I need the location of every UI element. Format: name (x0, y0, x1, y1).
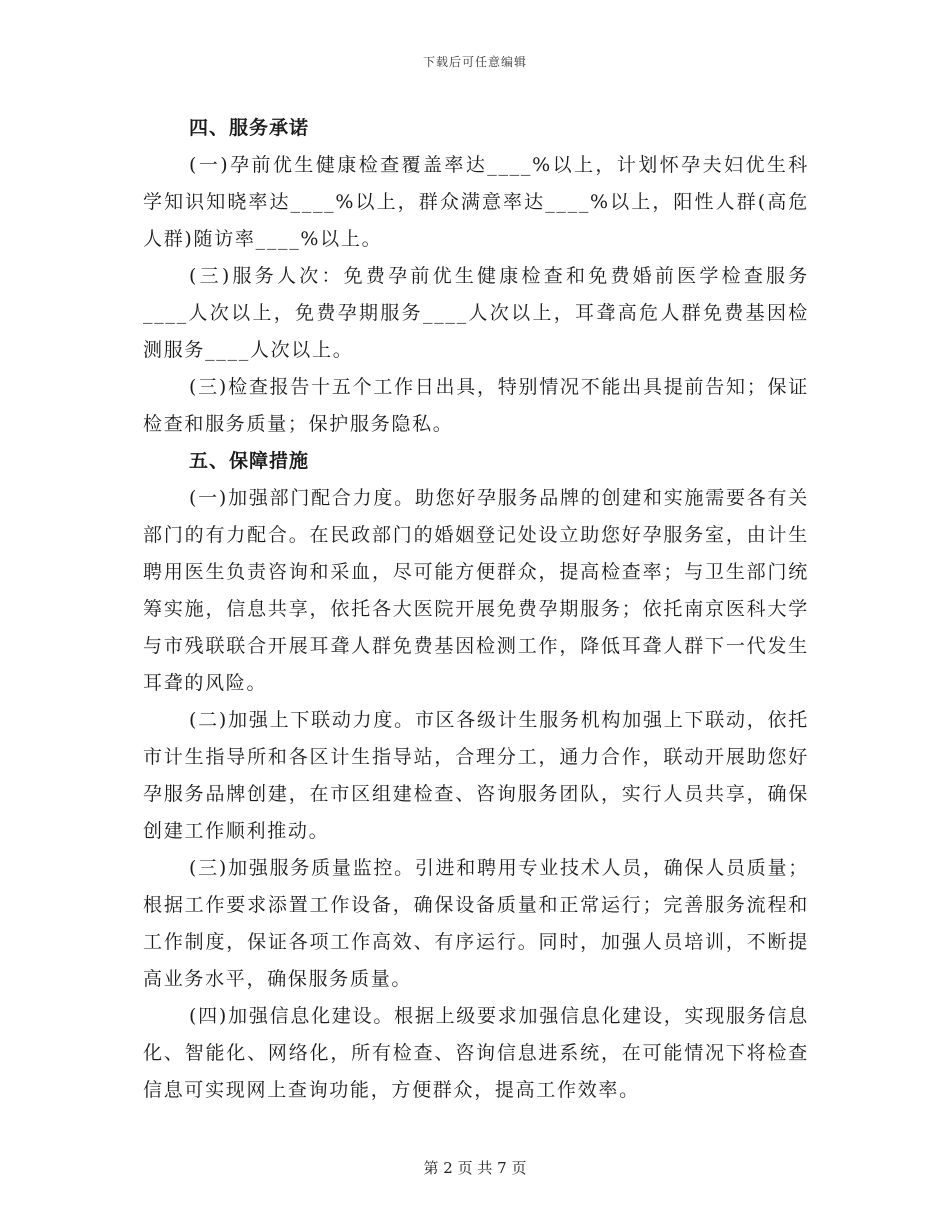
paragraph: (一)加强部门配合力度。助您好孕服务品牌的创建和实施需要各有关部门的有力配合。在民政部门的婚姻登记处设立助您好孕服务室，由计生聘用医生负责咨询和采血，尽可能方便群众，提高检查率；与卫生部门统筹实施，信息共享，依托各大医院开展免费孕期服务；依托南京医科大学与市残联联合开展耳聋人群免费基因检测工作，降低耳聋人群下一代发生耳聋的风险。 (143, 487, 809, 694)
paragraph: (四)加强信息化建设。根据上级要求加强信息化建设，实现服务信息化、智能化、网络化，所有检查、咨询信息进系统，在可能情况下将检查信息可实现网上查询功能，方便群众，提高工作效率。 (143, 1005, 809, 1101)
section-title: 四、服务承诺 (189, 117, 310, 139)
document-body (143, 110, 809, 1109)
section-service-commitment (143, 110, 809, 443)
page-header-note: 下载后可任意编辑 (422, 55, 527, 69)
page-number: 第 2 页 共 7 页 (423, 1159, 527, 1177)
paragraph: (三)服务人次：免费孕前优生健康检查和免费婚前医学检查服务____人次以上，免费孕期服务____人次以上，耳聋高危人群免费基因检测服务____人次以上。 (143, 265, 809, 361)
paragraph: (三)检查报告十五个工作日出具，特别情况不能出具提前告知；保证检查和服务质量；保护服务隐私。 (143, 376, 809, 435)
section-title: 五、保障措施 (189, 450, 310, 472)
paragraph: (二)加强上下联动力度。市区各级计生服务机构加强上下联动，依托市计生指导所和各区计生指导站，合理分工，通力合作，联动开展助您好孕服务品牌创建，在市区组建检查、咨询服务团队，实行人员共享，确保创建工作顺利推动。 (143, 709, 809, 842)
section-safeguard-measures (143, 443, 809, 1109)
paragraph: (三)加强服务质量监控。引进和聘用专业技术人员，确保人员质量；根据工作要求添置工作设备，确保设备质量和正常运行；完善服务流程和工作制度，保证各项工作高效、有序运行。同时，加强人员培训，不断提高业务水平，确保服务质量。 (143, 857, 809, 990)
paragraph: (一)孕前优生健康检查覆盖率达____%以上，计划怀孕夫妇优生科学知识知晓率达____%以上，群众满意率达____%以上，阳性人群(高危人群)随访率____%以上。 (143, 154, 809, 250)
